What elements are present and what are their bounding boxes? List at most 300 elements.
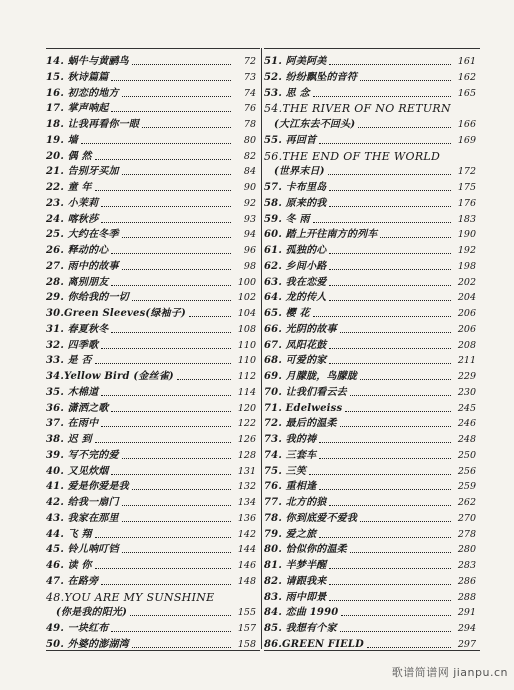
toc-entry bbox=[46, 430, 260, 446]
dot-leader bbox=[130, 615, 231, 616]
toc-entry bbox=[264, 525, 480, 541]
page-number: 78 bbox=[243, 119, 256, 130]
toc-entry bbox=[264, 430, 480, 446]
toc-entry bbox=[264, 446, 480, 462]
toc-entry bbox=[46, 525, 260, 541]
entry-title: 62. 乡间小路 bbox=[264, 260, 327, 272]
dot-leader bbox=[319, 442, 451, 443]
entry-title: 77. 北方的狼 bbox=[264, 497, 327, 508]
entry-title: 72. 最后的温柔 bbox=[264, 418, 337, 430]
toc-entry bbox=[46, 68, 260, 84]
toc-entry bbox=[46, 509, 260, 525]
entry-title: 48.YOU ARE MY SUNSHINE bbox=[46, 590, 215, 604]
page-number: 192 bbox=[457, 245, 476, 256]
dot-leader bbox=[367, 647, 451, 648]
entry-title: 54.THE RIVER OF NO RETURN bbox=[264, 102, 451, 116]
toc-entry bbox=[46, 288, 260, 304]
dot-leader bbox=[329, 363, 451, 364]
toc-entry bbox=[46, 556, 260, 572]
toc-entry bbox=[264, 99, 480, 115]
dot-leader bbox=[328, 174, 451, 175]
entry-title: 51. 阿美阿美 bbox=[264, 56, 327, 67]
page-number: 270 bbox=[457, 512, 476, 524]
toc-entry bbox=[46, 273, 260, 289]
entry-title: 40. 又见炊烟 bbox=[46, 465, 109, 477]
toc-entry bbox=[264, 336, 480, 352]
page-number: 245 bbox=[457, 402, 476, 414]
entry-title: 27. 雨中的故事 bbox=[46, 260, 119, 272]
entry-title: (世界末日) bbox=[274, 166, 325, 178]
toc-entry bbox=[46, 52, 260, 68]
dot-leader bbox=[340, 426, 451, 427]
entry-title: 85. 我想有个家 bbox=[264, 623, 337, 634]
toc-entry bbox=[46, 351, 260, 367]
page-number: 100 bbox=[237, 276, 256, 288]
right-column bbox=[264, 48, 480, 651]
dot-leader bbox=[122, 505, 231, 506]
entry-title: 57. 卡布里岛 bbox=[264, 182, 327, 193]
page-number: 248 bbox=[457, 434, 476, 445]
dot-leader bbox=[95, 363, 231, 364]
dot-leader bbox=[340, 332, 451, 333]
page-number: 206 bbox=[457, 323, 476, 335]
entry-title: 76. 重相逢 bbox=[264, 481, 317, 493]
dot-leader bbox=[329, 505, 451, 506]
toc-entry bbox=[46, 367, 260, 383]
page-number: 146 bbox=[237, 560, 256, 571]
toc-entry bbox=[264, 178, 480, 194]
dot-leader bbox=[122, 96, 231, 97]
dot-leader bbox=[329, 269, 451, 270]
entry-title: 43. 我家在那里 bbox=[46, 512, 119, 524]
dot-leader bbox=[111, 285, 231, 286]
dot-leader bbox=[111, 474, 231, 475]
page-number: 294 bbox=[457, 623, 476, 634]
page-number: 72 bbox=[243, 56, 256, 67]
dot-leader bbox=[177, 379, 231, 380]
toc-entry bbox=[264, 540, 480, 556]
entry-title: 80. 恰似你的温柔 bbox=[264, 544, 347, 556]
page-number: 132 bbox=[237, 481, 256, 493]
entry-title: 47. 在路旁 bbox=[46, 575, 99, 587]
entry-title: 58. 原来的我 bbox=[264, 197, 327, 209]
entry-title: 74. 三套车 bbox=[264, 449, 317, 461]
page-number: 256 bbox=[457, 465, 476, 477]
page-number: 161 bbox=[457, 56, 476, 67]
dot-leader bbox=[101, 206, 231, 207]
entry-title: 28. 离别朋友 bbox=[46, 276, 109, 288]
dot-leader bbox=[329, 584, 451, 585]
page-number: 90 bbox=[243, 182, 256, 193]
toc-entry bbox=[264, 210, 480, 226]
dot-leader bbox=[329, 190, 451, 191]
page-number: 246 bbox=[457, 418, 476, 430]
entry-title: 66. 光阴的故事 bbox=[264, 323, 337, 335]
dot-leader bbox=[360, 80, 451, 81]
entry-title: 83. 雨中即景 bbox=[264, 591, 327, 603]
dot-leader bbox=[329, 64, 451, 65]
dot-leader bbox=[122, 521, 231, 522]
entry-title: 69. 月朦胧，鸟朦胧 bbox=[264, 371, 358, 382]
dot-leader bbox=[329, 206, 451, 207]
page-number: 84 bbox=[243, 166, 256, 178]
dot-leader bbox=[95, 159, 231, 160]
toc-entry bbox=[46, 462, 260, 478]
entry-title: 81. 半梦半醒 bbox=[264, 560, 327, 571]
page-number: 286 bbox=[457, 575, 476, 587]
entry-title: 38. 迟 到 bbox=[46, 434, 92, 445]
page-number: 102 bbox=[237, 292, 256, 304]
toc-entry bbox=[46, 619, 260, 635]
page-number: 165 bbox=[457, 87, 476, 99]
entry-title: 65. 樱 花 bbox=[264, 308, 310, 319]
entry-title: 20. 偶 然 bbox=[46, 150, 92, 162]
toc-entry bbox=[264, 635, 480, 651]
entry-title: 71. Edelweiss bbox=[264, 402, 343, 414]
page-number: 190 bbox=[457, 229, 476, 241]
page-number: 291 bbox=[457, 607, 476, 619]
entry-title: 50. 外婆的澎湖湾 bbox=[46, 638, 129, 650]
entry-title: 36. 潇洒之歌 bbox=[46, 402, 109, 414]
entry-title: (你是我的阳光) bbox=[56, 607, 128, 619]
toc-entry bbox=[264, 351, 480, 367]
entry-title: 22. 童 年 bbox=[46, 182, 92, 193]
toc-entry bbox=[46, 383, 260, 399]
dot-leader bbox=[101, 222, 231, 223]
entry-title: 60. 踏上开往南方的列车 bbox=[264, 229, 378, 241]
toc-entry bbox=[264, 273, 480, 289]
dot-leader bbox=[319, 458, 451, 459]
dot-leader bbox=[132, 300, 231, 301]
dot-leader bbox=[313, 96, 451, 97]
entry-title: 34.Yellow Bird (金丝雀) bbox=[46, 371, 174, 382]
dot-leader bbox=[132, 647, 231, 648]
dot-leader bbox=[101, 348, 231, 349]
dot-leader bbox=[189, 316, 231, 317]
entry-title: 63. 我在恋爱 bbox=[264, 276, 327, 288]
toc-entry bbox=[46, 540, 260, 556]
dot-leader bbox=[309, 474, 451, 475]
toc-entry bbox=[264, 194, 480, 210]
entry-title: 84. 恋曲 1990 bbox=[264, 607, 339, 619]
page-number: 104 bbox=[237, 308, 256, 319]
dot-leader bbox=[122, 269, 231, 270]
dot-leader bbox=[358, 127, 451, 128]
entry-title: 33. 是 否 bbox=[46, 355, 92, 367]
toc-entry bbox=[264, 257, 480, 273]
toc-entry bbox=[264, 619, 480, 635]
toc-entry bbox=[46, 572, 260, 588]
toc-entry bbox=[46, 320, 260, 336]
entry-title: 39. 写不完的爱 bbox=[46, 449, 119, 461]
toc-entry bbox=[46, 477, 260, 493]
toc-entry bbox=[46, 131, 260, 147]
dot-leader bbox=[122, 237, 231, 238]
page-number: 166 bbox=[457, 119, 476, 130]
entry-title: 59. 冬 雨 bbox=[264, 213, 310, 225]
page-number: 93 bbox=[243, 213, 256, 225]
page-number: 120 bbox=[237, 402, 256, 414]
entry-title: 37. 在雨中 bbox=[46, 418, 99, 430]
page-number: 278 bbox=[457, 528, 476, 540]
entry-title: 15. 秋诗篇篇 bbox=[46, 71, 109, 83]
toc-entry bbox=[264, 477, 480, 493]
page-number: 136 bbox=[237, 512, 256, 524]
dot-leader bbox=[111, 332, 231, 333]
toc-entry bbox=[46, 588, 260, 604]
page-number: 176 bbox=[457, 197, 476, 209]
entry-title: 18. 让我再看你一眼 bbox=[46, 119, 140, 130]
entry-title: (大江东去不回头) bbox=[274, 119, 356, 130]
entry-title: 70. 让我们看云去 bbox=[264, 386, 347, 398]
toc-entry bbox=[264, 572, 480, 588]
toc-entry bbox=[46, 147, 260, 163]
entry-title: 26. 释动的心 bbox=[46, 245, 109, 256]
page-number: 158 bbox=[237, 638, 256, 650]
dot-leader bbox=[111, 631, 231, 632]
toc-entry bbox=[264, 288, 480, 304]
toc-entry bbox=[264, 556, 480, 572]
toc-entry bbox=[264, 52, 480, 68]
page-number: 280 bbox=[457, 544, 476, 556]
page-number: 175 bbox=[457, 182, 476, 193]
toc-entry bbox=[46, 304, 260, 320]
dot-leader bbox=[345, 411, 451, 412]
toc-entry bbox=[264, 493, 480, 509]
entry-title: 16. 初恋的地方 bbox=[46, 87, 119, 99]
toc-entry bbox=[46, 399, 260, 415]
toc-entry bbox=[264, 509, 480, 525]
dot-leader bbox=[329, 568, 451, 569]
dot-leader bbox=[101, 426, 231, 427]
dot-leader bbox=[350, 552, 451, 553]
toc-entry bbox=[264, 304, 480, 320]
dot-leader bbox=[132, 489, 231, 490]
entry-title: 73. 我的祷 bbox=[264, 434, 317, 445]
dot-leader bbox=[329, 300, 451, 301]
entry-title: 49. 一块红布 bbox=[46, 623, 109, 634]
entry-title: 44. 飞 翔 bbox=[46, 528, 92, 540]
entry-title: 61. 孤独的心 bbox=[264, 245, 327, 256]
dot-leader bbox=[319, 537, 451, 538]
page-number: 131 bbox=[237, 465, 256, 477]
page-number: 108 bbox=[237, 323, 256, 335]
dot-leader bbox=[132, 64, 231, 65]
page-number: 229 bbox=[457, 371, 476, 382]
page-number: 80 bbox=[243, 134, 256, 146]
page-number: 134 bbox=[237, 497, 256, 508]
entry-title: 41. 爱是你爱是我 bbox=[46, 481, 129, 493]
toc-entry bbox=[46, 493, 260, 509]
toc-entry bbox=[264, 588, 480, 604]
toc-entry bbox=[264, 147, 480, 163]
page-number: 172 bbox=[457, 166, 476, 178]
toc-entry bbox=[46, 446, 260, 462]
page-number: 288 bbox=[457, 591, 476, 603]
entry-title: 14. 蜗牛与黄鹂鸟 bbox=[46, 56, 129, 67]
toc-entry bbox=[46, 635, 260, 651]
page-number: 208 bbox=[457, 339, 476, 351]
entry-title: 21. 告别牙买加 bbox=[46, 166, 119, 178]
page-number: 98 bbox=[243, 260, 256, 272]
page-number: 183 bbox=[457, 213, 476, 225]
dot-leader bbox=[122, 552, 231, 553]
entry-title: 79. 爱之旅 bbox=[264, 528, 317, 540]
toc-entry bbox=[46, 336, 260, 352]
toc-entry bbox=[264, 383, 480, 399]
dot-leader bbox=[329, 285, 451, 286]
page-number: 155 bbox=[237, 607, 256, 619]
dot-leader bbox=[340, 631, 451, 632]
toc-entry bbox=[264, 68, 480, 84]
toc-entry bbox=[46, 603, 260, 619]
entry-title: 31. 春夏秋冬 bbox=[46, 323, 109, 335]
left-column bbox=[46, 48, 260, 651]
dot-leader bbox=[360, 379, 451, 380]
toc-entry bbox=[46, 194, 260, 210]
toc-entry bbox=[46, 414, 260, 430]
toc-entry bbox=[46, 84, 260, 100]
watermark-text: 歌谱简谱网 jianpu.cn bbox=[391, 666, 508, 679]
dot-leader bbox=[350, 395, 451, 396]
dot-leader bbox=[95, 568, 231, 569]
column-divider bbox=[261, 48, 262, 649]
dot-leader bbox=[95, 537, 231, 538]
page-number: 112 bbox=[237, 371, 256, 382]
page-number: 128 bbox=[237, 449, 256, 461]
page-number: 73 bbox=[243, 71, 256, 83]
entry-title: 46. 读 你 bbox=[46, 560, 92, 571]
page-number: 206 bbox=[457, 308, 476, 319]
entry-title: 52. 纷纷飘坠的音符 bbox=[264, 71, 358, 83]
page-number: 283 bbox=[457, 560, 476, 571]
page-number: 142 bbox=[237, 528, 256, 540]
toc-entry bbox=[264, 225, 480, 241]
dot-leader bbox=[111, 411, 231, 412]
dot-leader bbox=[329, 600, 451, 601]
toc-entry bbox=[264, 115, 480, 131]
entry-title: 55. 再回首 bbox=[264, 134, 317, 146]
dot-leader bbox=[111, 111, 231, 112]
dot-leader bbox=[122, 174, 231, 175]
page-number: 202 bbox=[457, 276, 476, 288]
toc-entry bbox=[46, 225, 260, 241]
entry-title: 17. 掌声响起 bbox=[46, 103, 109, 115]
toc-entry bbox=[264, 84, 480, 100]
dot-leader bbox=[111, 253, 231, 254]
toc-entry bbox=[264, 241, 480, 257]
dot-leader bbox=[95, 190, 231, 191]
entry-title: 35. 木棉道 bbox=[46, 386, 99, 398]
page-number: 110 bbox=[237, 355, 256, 367]
entry-title: 68. 可爱的家 bbox=[264, 355, 327, 367]
page-number: 82 bbox=[243, 150, 256, 162]
dot-leader bbox=[360, 521, 451, 522]
entry-title: 53. 思 念 bbox=[264, 87, 310, 99]
page-number: 198 bbox=[457, 260, 476, 272]
page-number: 262 bbox=[457, 497, 476, 508]
toc-entry bbox=[264, 399, 480, 415]
entry-title: 45. 铃儿响叮铛 bbox=[46, 544, 119, 556]
dot-leader bbox=[101, 584, 231, 585]
dot-leader bbox=[319, 489, 451, 490]
entry-title: 78. 你到底爱不爱我 bbox=[264, 512, 358, 524]
toc-entry bbox=[264, 367, 480, 383]
dot-leader bbox=[329, 253, 451, 254]
toc-entry bbox=[264, 320, 480, 336]
page-number: 297 bbox=[457, 638, 476, 650]
page-number: 148 bbox=[237, 575, 256, 587]
page-number: 122 bbox=[237, 418, 256, 430]
page-number: 126 bbox=[237, 434, 256, 445]
page-number: 250 bbox=[457, 449, 476, 461]
page-number: 92 bbox=[243, 197, 256, 209]
toc-entry bbox=[46, 99, 260, 115]
page-number: 144 bbox=[237, 544, 256, 556]
page-number: 114 bbox=[237, 386, 256, 398]
toc-entry bbox=[264, 162, 480, 178]
toc-entry bbox=[46, 241, 260, 257]
dot-leader bbox=[101, 395, 231, 396]
page-number: 169 bbox=[457, 134, 476, 146]
toc-entry bbox=[264, 603, 480, 619]
dot-leader bbox=[142, 127, 231, 128]
toc-entry bbox=[264, 131, 480, 147]
entry-title: 82. 请跟我来 bbox=[264, 575, 327, 587]
dot-leader bbox=[319, 143, 451, 144]
entry-title: 32. 四季歌 bbox=[46, 339, 99, 351]
page-number: 162 bbox=[457, 71, 476, 83]
dot-leader bbox=[81, 143, 231, 144]
entry-title: 75. 三笑 bbox=[264, 465, 307, 477]
toc-entry bbox=[264, 414, 480, 430]
page-number: 74 bbox=[243, 87, 256, 99]
page-number: 259 bbox=[457, 481, 476, 493]
entry-title: 86.GREEN FIELD bbox=[264, 638, 365, 650]
page-number: 110 bbox=[237, 339, 256, 351]
entry-title: 19. 墙 bbox=[46, 134, 78, 146]
toc-entry bbox=[46, 178, 260, 194]
dot-leader bbox=[122, 458, 231, 459]
page-number: 204 bbox=[457, 292, 476, 304]
toc-entry bbox=[46, 210, 260, 226]
entry-title: 56.THE END OF THE WORLD bbox=[264, 149, 441, 163]
page-number: 230 bbox=[457, 386, 476, 398]
toc-entry bbox=[46, 162, 260, 178]
page-number: 211 bbox=[457, 355, 476, 367]
page-number: 94 bbox=[243, 229, 256, 241]
dot-leader bbox=[329, 348, 451, 349]
entry-title: 64. 龙的传人 bbox=[264, 292, 327, 304]
page-number: 157 bbox=[237, 623, 256, 634]
toc-entry bbox=[46, 257, 260, 273]
entry-title: 23. 小茉莉 bbox=[46, 197, 99, 209]
entry-title: 42. 给我一扇门 bbox=[46, 497, 119, 508]
dot-leader bbox=[313, 222, 451, 223]
toc-entry bbox=[46, 115, 260, 131]
toc-entry bbox=[264, 462, 480, 478]
entry-title: 29. 你给我的一切 bbox=[46, 292, 129, 304]
entry-title: 25. 大约在冬季 bbox=[46, 229, 119, 241]
dot-leader bbox=[313, 316, 451, 317]
entry-title: 30.Green Sleeves(绿袖子) bbox=[46, 308, 186, 319]
dot-leader bbox=[341, 615, 451, 616]
page-number: 76 bbox=[243, 103, 256, 115]
dot-leader bbox=[380, 237, 451, 238]
dot-leader bbox=[95, 442, 231, 443]
entry-title: 24. 喀秋莎 bbox=[46, 213, 99, 225]
page-number: 96 bbox=[243, 245, 256, 256]
